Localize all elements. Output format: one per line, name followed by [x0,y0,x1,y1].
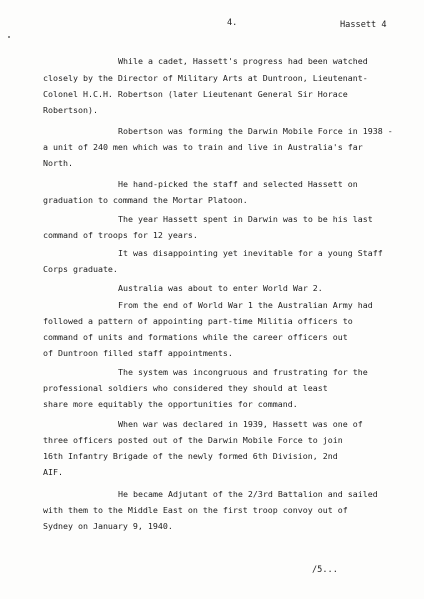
text-line: He hand-picked the staff and selected Hassett on [118,179,358,189]
text-line: 16th Infantry Brigade of the newly formed 6th Division, 2nd [43,451,338,461]
text-line: graduation to command the Mortar Platoon. [43,195,248,205]
text-line: professional soldiers who considered they should at least [43,383,328,393]
text-line: From the end of World War 1 the Australian Army had [118,300,373,310]
text-line: Colonel H.C.H. Robertson (later Lieutenant General Sir Horace [43,89,348,99]
text-line: Australia was about to enter World War 2. [118,283,323,293]
text-line: North. [43,158,73,168]
continuation-marker: /5... [312,565,338,575]
text-line: command of units and formations while the career officers out [43,332,348,342]
text-line: The system was incongruous and frustrating for the [118,367,368,377]
text-line: Robertson was forming the Darwin Mobile Force in 1938 - [118,126,393,136]
text-line: Corps graduate. [43,264,118,274]
text-line: Robertson). [43,105,98,115]
text-line: command of troops for 12 years. [43,230,198,240]
text-line: of Duntroon filled staff appointments. [43,348,233,358]
text-line: While a cadet, Hassett's progress had been watched [118,56,368,66]
text-line: closely by the Director of Military Arts at Duntroon, Lieutenant- [43,73,368,83]
running-head: Hassett 4 [340,20,387,30]
text-line: share more equitably the opportunities for command. [43,399,298,409]
text-line: When war was declared in 1939, Hassett was one of [118,419,363,429]
page-number: 4. [227,18,238,28]
text-line: He became Adjutant of the 2/3rd Battalion and sailed [118,489,378,499]
text-line: AIF. [43,467,63,477]
text-line: The year Hassett spent in Darwin was to be his last [118,214,373,224]
text-line: a unit of 240 men which was to train and live in Australia's far [43,142,363,152]
margin-mark [8,36,10,38]
text-line: with them to the Middle East on the first troop convoy out of [43,505,348,515]
text-line: three officers posted out of the Darwin Mobile Force to join [43,435,343,445]
text-line: Sydney on January 9, 1940. [43,521,173,531]
text-line: followed a pattern of appointing part-time Militia officers to [43,316,353,326]
text-line: It was disappointing yet inevitable for a young Staff [118,248,383,258]
